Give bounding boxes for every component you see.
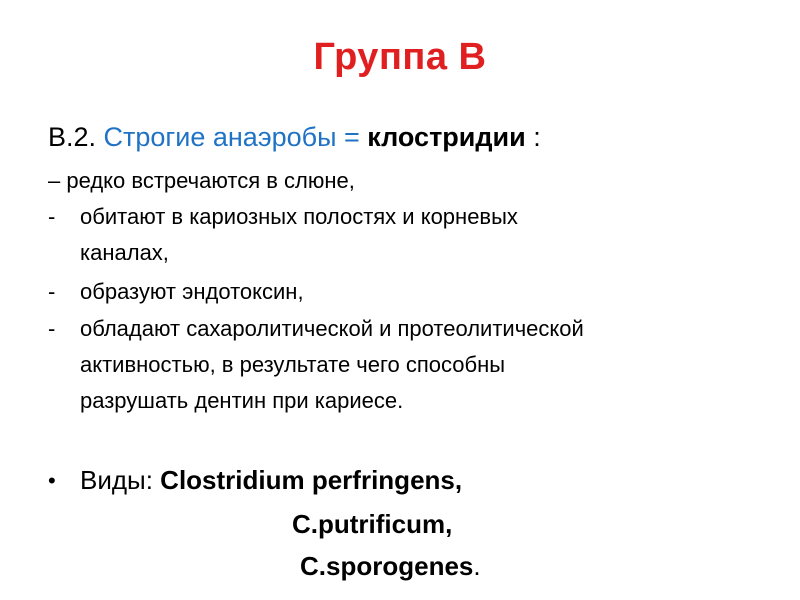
dash-marker-1: - <box>48 204 56 229</box>
heading-blue-text: Строгие анаэробы = <box>103 122 368 152</box>
list-item-1-line-1: обитают в кариозных полостях и корневых <box>80 204 518 229</box>
species-name-2: C.putrificum, <box>292 509 453 539</box>
bullet-marker: • <box>48 468 56 493</box>
dash-marker-3: - <box>48 316 56 341</box>
species-label: Виды: <box>80 465 161 495</box>
heading-bold-term: клостридии <box>367 122 526 152</box>
heading-prefix: В.2. <box>48 122 104 152</box>
species-line-1 <box>80 463 462 497</box>
list-item-3-line-1: обладают сахаролитической и протеолитической <box>80 316 584 341</box>
slide-title: Группа В <box>313 36 487 78</box>
section-heading <box>48 118 541 156</box>
heading-suffix: : <box>525 122 541 152</box>
species-name-3-period: . <box>473 551 481 581</box>
list-item-2: образуют эндотоксин, <box>80 279 304 304</box>
dash-marker-2: - <box>48 279 56 304</box>
first-line: – редко встречаются в слюне, <box>48 168 355 193</box>
species-name-3: C.sporogenes <box>300 551 474 581</box>
list-item-1-line-2: каналах, <box>80 240 169 265</box>
list-item-3-line-3: разрушать дентин при кариесе. <box>80 388 404 413</box>
species-line-3 <box>300 549 481 583</box>
species-name-1: Clostridium perfringens, <box>160 465 463 495</box>
list-item-3-line-2: активностью, в результате чего способны <box>80 352 506 377</box>
